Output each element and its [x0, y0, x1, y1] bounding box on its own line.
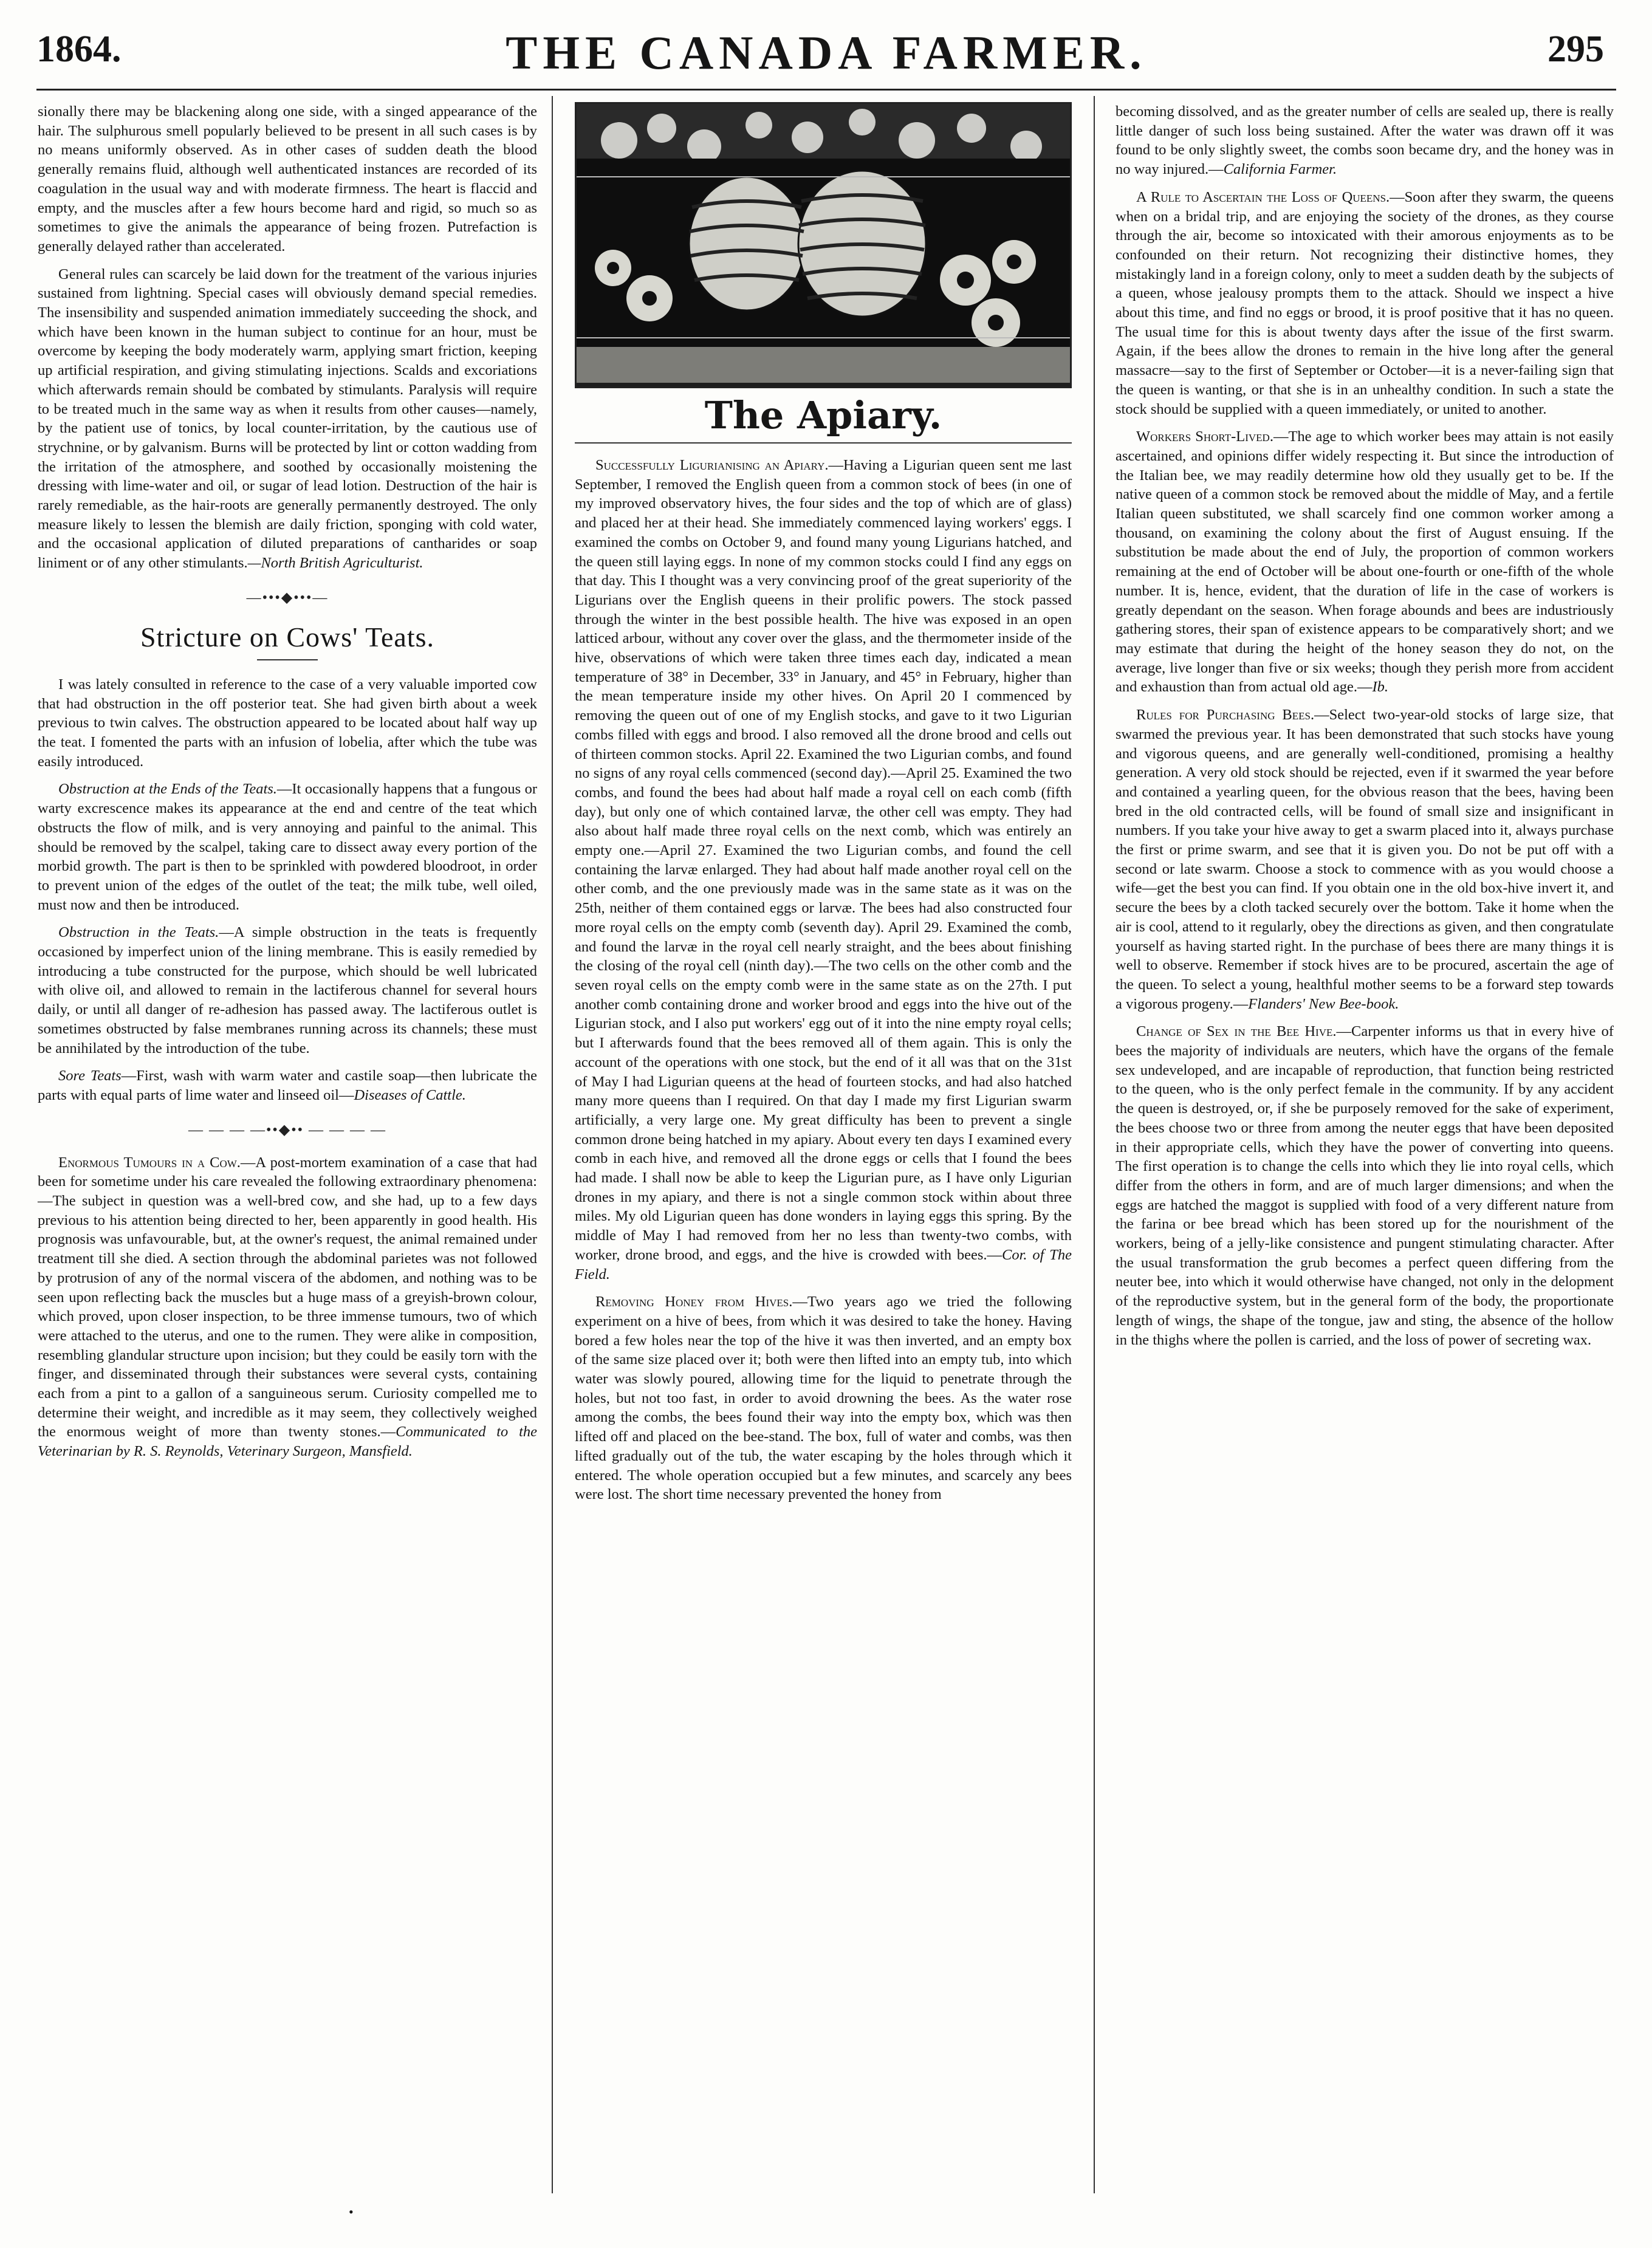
source-credit: Ib.	[1372, 679, 1389, 696]
beehive-engraving	[577, 104, 1070, 383]
paragraph-lead: Removing Honey from Hives.	[595, 1294, 793, 1311]
page-number: 295	[1547, 29, 1604, 70]
paragraph-lead: Change of Sex in the Bee Hive.	[1136, 1023, 1337, 1040]
source-credit: —North British Agriculturist.	[247, 555, 423, 572]
paragraph: Removing Honey from Hives.—Two years ago we tried the following experiment on a hive of bees, from which it was desired to take the honey. Having bored a few holes near the top of the hive it was then inverted, and an empty box of the same size placed over it; both were then lifted into an empty tub, into which water was slowly poured, allowing time for the liquid to penetrate through the holes, but not too fast, in order to avoid drowning the bees. As the water rose among the combs, the bees found their way into the empty box, which was then lifted off and placed on the bee-stand. The box, full of water and combs, was then lifted gradually out of the tub, the water escaping by the holes through which it entered. The whole operation occupied but a few minutes, and scarcely any bees were lost. The short time necessary prevented the honey from	[575, 1294, 1072, 1503]
header-rule	[36, 89, 1616, 91]
page-header	[36, 21, 1616, 112]
header-year: 1864.	[36, 29, 122, 70]
source-credit: Flanders' New Bee-book.	[1248, 995, 1399, 1012]
masthead-title: THE CANADA FARMER.	[506, 26, 1147, 79]
paragraph-lead: Sore Teats	[58, 1067, 122, 1085]
paragraph-lead: Workers Short-Lived.	[1136, 428, 1273, 445]
paragraph-lead: A Rule to Ascertain the Loss of Queens.	[1136, 188, 1390, 205]
column-3	[1116, 102, 1614, 1358]
paragraph: Sore Teats—First, wash with warm water and castile soap—then lubricate the parts with equal parts of lime water and linseed oil—Diseases of Cattle.	[38, 1067, 538, 1103]
paragraph: Enormous Tumours in a Cow.—A post-mortem examination of a case that had been for sometime under his care revealed the following extraordinary phenomena:—The subject in question was a well-bred cow, and she had, up to a few days previous to his attention being directed to her, been apparently in good health. His prognosis was unfavourable, but, at the owner's request, the animal remained under treatment till she died. A section through the abdominal parietes was not followed by protrusion of any of the normal viscera of the abdomen, and nothing was to be seen upon reflecting back the muscles but a huge mass of a greyish-brown colour, which proved, upon closer inspection, to be three immense tumours, two of which were attached to the uterus, and one to the rumen. They were alike in composition, resembling glandular structure upon incision; but they could be easily torn with the finger, and disseminated through their substances were several cysts, containing each from a pint to a gallon of a sanguineous serum. Curiosity compelled me to determine their weight, and incredible as it may seem, they collectively weighed the enormous weight of more than twenty stones.—Communicated to the Veterinarian by R. S. Reynolds, Veterinary Surgeon, Mansfield.	[38, 1154, 537, 1460]
paragraph: I was lately consulted in reference to the case of a very valuable imported cow that had obstruction in the off posterior teat. She had given birth about a week previous to twin calves. The obstruction appeared to be located about half way up the teat. I fomented the parts with an infusion of lobelia, after which the tube was easily introduced.	[38, 676, 537, 770]
section-ornament: — — — —••◆•• — — — —	[188, 1122, 387, 1138]
heading-rule	[575, 442, 1072, 444]
column-1	[38, 102, 537, 1470]
heading-rule	[257, 659, 318, 660]
section-ornament: —•••◆•••—	[246, 589, 329, 606]
paragraph-lead: Rules for Purchasing Bees.	[1136, 707, 1315, 724]
section-heading: Stricture on Cows' Teats.	[140, 621, 435, 653]
source-credit: Cor. of The Field.	[575, 1246, 1072, 1283]
column-divider-2	[1094, 96, 1095, 2193]
source-credit: Communicated to the Veterinarian by R. S. Reynolds, Veterinary Surgeon, Mansfield.	[38, 1424, 537, 1460]
paragraph: Change of Sex in the Bee Hive.—Carpenter informs us that in every hive of bees the majority of individuals are neuters, which have the organs of the female sex undeveloped, and are incapable of reproduction, that function being restricted to the queen, who is the only perfect female in the community. If by any accident the queen is destroyed, or, if she be purposely removed for the sake of experiment, the bees choose two or three from among the neuter eggs that have been deposited in their appropriate cells, which they have the power of converting into queens. The first operation is to change the cells into which they lie into royal cells, which differ from the others in form, and are of much larger dimensions; and when the eggs are hatched the maggot is supplied with food of a very different nature from the farina or bee bread which has been stored up for the nourishment of the workers, being of a jelly-like consistence and pungent stimulating character. After the usual transformation the grub becomes a perfect queen differing from the neuter bee, into which it would otherwise have changed, not only in the delopment of the reproductive system, but in the general form of the body, the proportionate length of wings, the shape of the tongue, jaw and sting, the absence of the hollow in the thighs where the pollen is carried, and the loss of power of secreting wax.	[1116, 1023, 1614, 1348]
paragraph-lead: Obstruction in the Teats.	[58, 924, 219, 941]
paragraph: becoming dissolved, and as the greater number of cells are sealed up, there is really little danger of such loss being sustained. After the water was drawn off it was found to be only slightly sweet, the combs soon became dry, and the honey was in no way injured.—California Farmer.	[1116, 103, 1614, 178]
paragraph-lead: Obstruction at the Ends of the Teats.	[58, 781, 277, 798]
paragraph: General rules can scarcely be laid down for the treatment of the various injuries sustained from lightning. Special cases will obviously demand special remedies. The insensibility and suspended animation immediately succeeding the shock, and which have been known in the human subject to continue for an hour, must be overcome by keeping the body moderately warm, applying smart friction, keeping up artificial respiration, and giving stimulating injections. Scalds and excoriations which afterwards remain should be combated by stimulants. Paralysis will require to be treated much in the same way as when it results from other causes—namely, by the patient use of tonics, by local counter-irritation, by the cautious use of strychnine, or by galvanism. Burns will be protected by lint or cotton wadding from the irritation of the atmosphere, and soothed by occasionally moistening the dressing with lime-water and oil, or sugar of lead lotion. Destruction of the hair is rarely remediable, as the hair-roots are generally permanently destroyed. The only measure likely to lessen the blemish are daily friction, sponging with cold water, and the occasional application of diluted preparations of cantharides or soap liniment or of any other stimulants.—North British Agriculturist.	[38, 266, 537, 572]
paragraph-lead: Enormous Tumours in a Cow.	[58, 1154, 241, 1171]
footer-mark: •	[349, 2204, 354, 2219]
paragraph: sionally there may be blackening along one side, with a singed appearance of the hair. The sulphurous smell popularly believed to be present in all such cases is by no means uniformly observed. As in other cases of sudden death the blood generally remains fluid, although well authenticated instances are recorded of its coagulation in the usual way and with moderate firmness. The heart is flaccid and empty, and the muscles after a few hours become hard and rigid, so much so as sometimes to give the animals the appearance of being frozen. Putrefaction is generally delayed rather than accelerated.	[38, 103, 537, 255]
paragraph: A Rule to Ascertain the Loss of Queens.—Soon after they swarm, the queens when on a bridal trip, and are enjoying the society of the drones, as they course through the air, become so intoxicated with their amorous enjoyments as to be confounded on their return. Not recognizing their distinctive homes, they mistakingly land in a foreign colony, only to meet a sudden death by the subjects of a queen, whose jealousy prompts them to the attack. Should we inspect a hive about this time, and find no eggs or brood, it is proof positive that it has no queen. The usual time for this is about twenty days after the issue of the first swarm. Again, if the bees allow the drones to remain in the hive long after the general massacre—say to the first of September or October—it is a never-failing sign that the queen is wanting, or that she is in an unhealthy condition. In such a state the stock should be supplied with a queen immediately, or united to another.	[1116, 188, 1614, 417]
apiary-illustration	[575, 102, 1072, 388]
source-credit: Diseases of Cattle.	[354, 1086, 466, 1103]
paragraph: Rules for Purchasing Bees.—Select two-year-old stocks of large size, that swarmed the previous year. It has been demonstrated that such stocks have young and vigorous queens, and are generally well-conditioned, promising a healthy generation. A very old stock should be rejected, even if it swarmed the year before and contained a yearling queen, for the obvious reason that the bees, having been bred in the old contracted cells, will be found of small size and insignificant in numbers. If you take your hive away to get a swarm placed into it, always purchase the first or prime swarm, and see that it is given you. Do not be put off with a second or late swarm. Choose a stock to commence with as you would choose a wife—get the best you can find. If you obtain one in the old box-hive invert it, and secure the bees by a cloth tacked securely over the bottom. Take it home when the air is cool, attend to it regularly, obey the directions as given, and then congratulate yourself as having started right. In the purchase of bees there are many things it is well to observe. Remember if stock hives are to be procured, ascertain the age of the queen. To select a young, healthful mother seems to be a forward step towards a vigorous progeny.—Flanders' New Bee-book.	[1116, 707, 1614, 1012]
paragraph: Obstruction at the Ends of the Teats.—It occasionally happens that a fungous or warty excrescence makes its appearance at the end and centre of the teat which obstructs the flow of milk, and is very annoying and painful to the animal. This should be removed by the scalpel, taking care to dissect away every portion of the morbid growth. The part is then to be sprinkled with powdered bloodroot, in order to prevent union of the edges of the outlet of the teat; the milk tube, well oiled, must now and then be introduced.	[38, 781, 537, 913]
paragraph: Workers Short-Lived.—The age to which worker bees may attain is not easily ascertained, and opinions differ widely respecting it. But since the introduction of the Italian bee, we may readily determine how old they usually get to be. If the native queen of a common stock be removed about the middle of May, and a fertile Italian queen substituted, we shall scarcely find one common worker among a thousand, on examining the colony about the first of August ensuing. If the substitution be made about the end of July, the proportion of common workers remaining at the end of October will be about one-fourth or one-fifth of the whole number. It is, hence, evident, that the duration of life in the case of workers is greatly dependant on the season. When forage abounds and bees are industriously gathering stores, their span of existence appears to be comparatively short; and we may estimate that during the height of the honey season they do not, on the average, live longer than five or six weeks; though they perish more from accident and exhaustion than from actual old age.—Ib.	[1116, 428, 1614, 696]
paragraph-lead: Successfully Ligurianising an Apiary.	[595, 457, 829, 473]
paragraph: Successfully Ligurianising an Apiary.—Having a Ligurian queen sent me last September, I removed the English queen from a common stock of bees (in one of my improved observatory hives, the four sides and the top of which are of glass) and placed her at their head. She immediately commenced laying workers' eggs. I examined the combs on October 9, and found many young Ligurians hatched, and the queen still laying eggs. In none of my common stocks could I find any eggs on that day. This I thought was a very convincing proof of the great superiority of the Ligurians over the English queens in their prolific powers. The stock passed through the winter in the best possible health. The hive was exposed in an open latticed arbour, without any cover over the glass, and the thermometer inside of the hive, observations of which were taken three times each day, indicated a mean temperature of 38° in December, 33° in January, and 45° in February, higher than the mean temperature inside my other hives. On April 20 I commenced by removing the queen out of one of my English stocks, and gave to it two Ligurian combs filled with eggs and brood. I also removed all the drone brood and cells out of thirteen common stocks. April 22. Examined the two Ligurian combs, and found no signs of any royal cells commenced (second day).—April 25. Examined the two combs, and found the bees had about half made a royal cell on each comb (fifth day), but only one of which contained larvæ, the other cell was empty. They had also about half made three royal cells on the next comb, which was entirely an empty one.—April 27. Examined the two Ligurian combs, and found the cell containing the larvæ enlarged. They had about half made another royal cell on the other comb, and the one previously made was in the same state as it was on the 25th, neither of them contained eggs or larvæ. The bees had also constructed four more royal cells on the empty comb (seventh day). April 29. Examined the comb, and found the larvæ in the royal cell nearly straight, and the bees about finishing the closing of the royal cell (ninth day).—The two cells on the other comb and the seven royal cells on the empty comb were in the same state as on the 27th. I put another comb containing drone and worker brood and eggs into the hive out of the Ligurian stock, and I also put workers' egg out of it into the nine empty royal cells; but I afterwards found that the bees removed all of them again. This is only the account of the operations with one stock, but the end of it all was that on the 31st of May I had Ligurian queens at the head of fourteen stocks, and had also hatched many more queens than I required. On that day I made my first Ligurian swarm artificially, a very large one. My great difficulty has been to prevent a single common drone being hatched in my apiary. About every ten days I examined every comb in each hive, and removed all the drone eggs or cells that I found the bees had made. I shall now be able to keep the Ligurian pure, as I have only Ligurian drones in my apiary, and there is not a single common stock within about three miles. My old Ligurian queen has done wonders in laying eggs this spring. By the middle of May I had removed from her no less than twenty-two combs, with worker, drone brood, and eggs, and the hive is crowded with bees.—Cor. of The Field.	[575, 457, 1072, 1283]
source-credit: California Farmer.	[1223, 161, 1337, 178]
column-2	[575, 102, 1072, 1513]
column-divider-1	[552, 96, 553, 2193]
paragraph: Obstruction in the Teats.—A simple obstruction in the teats is frequently occasioned by imperfect union of the lining membrane. This is easily remedied by introducing a tube constructed for the purpose, which should be well lubricated with olive oil, and allowed to remain in the lactiferous channel for several hours daily, or until all danger of re-adhesion has passed away. The lactiferous outlet is sometimes obstructed by false membranes running across its channels; these must be annihilated by the introduction of the tube.	[38, 924, 537, 1057]
section-heading-apiary: The Apiary.	[704, 393, 942, 437]
